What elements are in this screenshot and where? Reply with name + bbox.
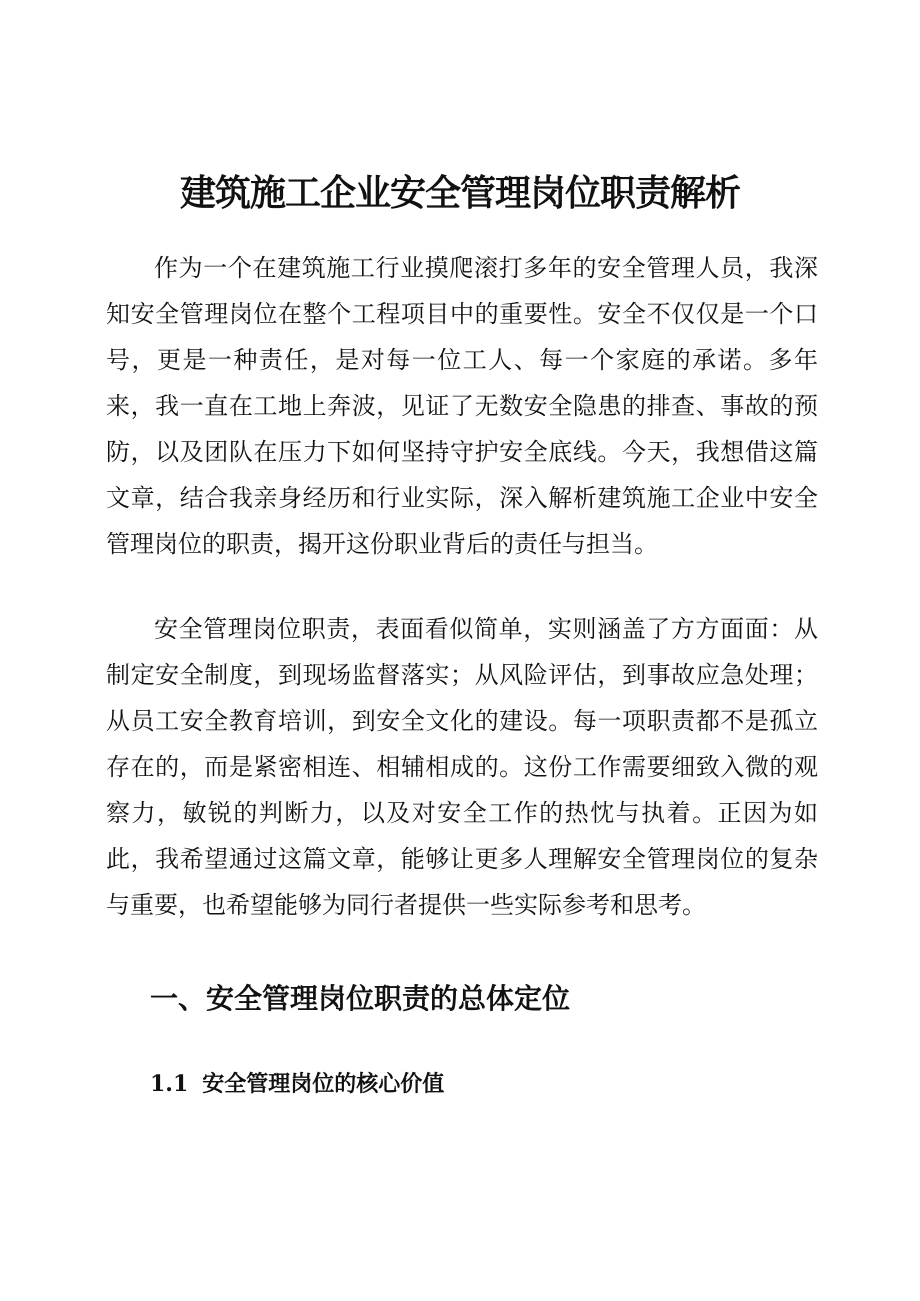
document-title: 建筑施工企业安全管理岗位职责解析 [179,173,740,214]
subsection-title: 安全管理岗位的核心价值 [202,1072,445,1097]
subsection-number: 1.1 [150,1071,189,1097]
subsection-heading [150,1066,444,1103]
intro-paragraph-1: 作为一个在建筑施工行业摸爬滚打多年的安全管理人员，我深知安全管理岗位在整个工程项目中的重要性。安全不仅仅是一个口号，更是一种责任，是对每一位工人、每一个家庭的承诺。多年来，我一直在工地上奔波，见证了无数安全隐患的排查、事故的预防，以及团队在压力下如何坚持守护安全底线。今天，我想借这篇文章，结合我亲身经历和行业实际，深入解析建筑施工企业中安全管理岗位的职责，揭开这份职业背后的责任与担当。 [106,254,818,558]
section-heading: 一、安全管理岗位职责的总体定位 [150,982,571,1015]
intro-paragraph-2: 安全管理岗位职责，表面看似简单，实则涵盖了方方面面：从制定安全制度，到现场监督落实；从风险评估，到事故应急处理；从员工安全教育培训，到安全文化的建设。每一项职责都不是孤立存在的，而是紧密相连、相辅相成的。这份工作需要细致入微的观察力，敏锐的判断力，以及对安全工作的热忱与执着。正因为如此，我希望通过这篇文章，能够让更多人理解安全管理岗位的复杂与重要，也希望能够为同行者提供一些实际参考和思考。 [106,615,818,919]
